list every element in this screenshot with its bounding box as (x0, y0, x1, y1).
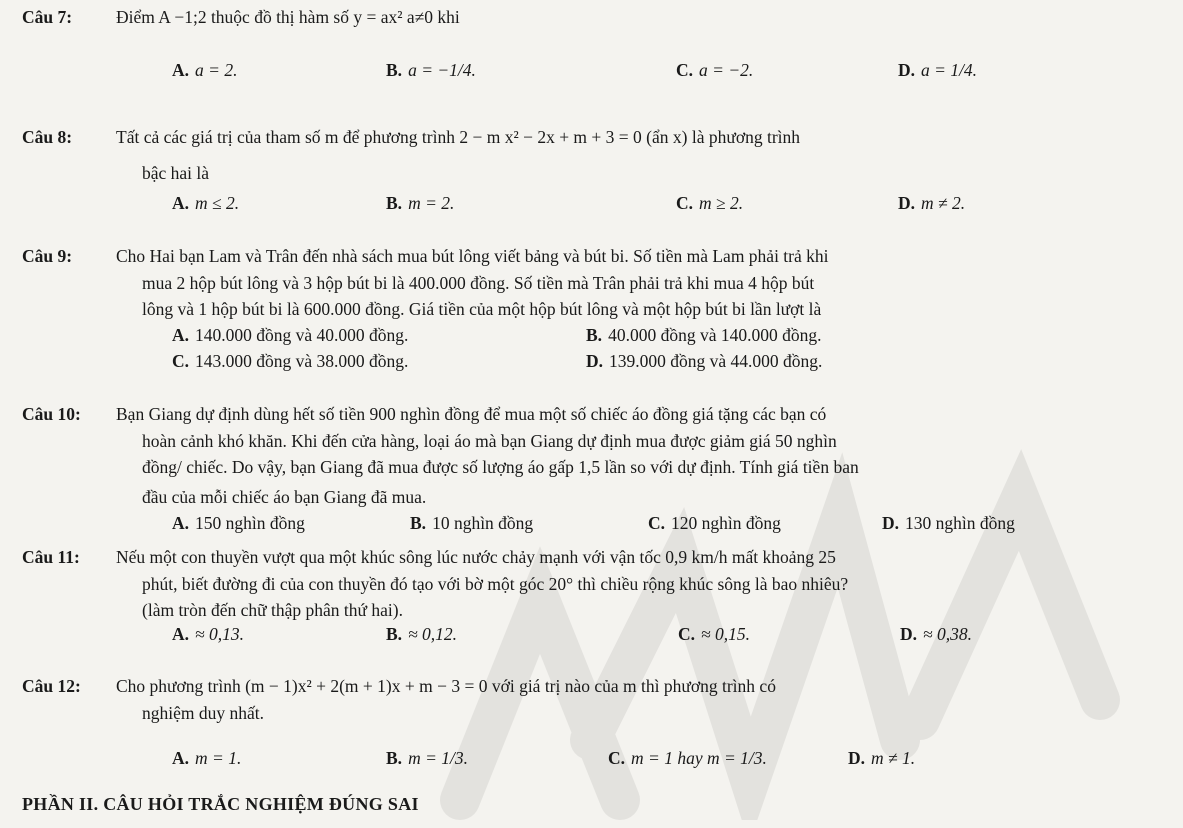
option-a: A. m ≤ 2. (172, 193, 240, 213)
option-d: D. m ≠ 1. (848, 748, 916, 768)
question-12-line-2: nghiệm duy nhất. (142, 703, 264, 723)
option-d: D. 139.000 đồng và 44.000 đồng. (586, 351, 823, 371)
option-a: A. m = 1. (172, 748, 242, 768)
question-10-line-2: hoàn cảnh khó khăn. Khi đến cửa hàng, loại áo mà bạn Giang dự định mua được giảm giá 50 nghìn (142, 431, 837, 451)
options-7 (172, 62, 1169, 80)
question-11-line-3: (làm tròn đến chữ thập phân thứ hai). (142, 600, 403, 620)
question-11-line-2: phút, biết đường đi của con thuyền đó tạo với bờ một góc 20° thì chiều rộng khúc sông là bao nhiêu? (142, 574, 849, 594)
option-c: C. m = 1 hay m = 1/3. (608, 748, 767, 768)
option-b: B. a = −1/4. (386, 60, 476, 80)
option-b: B. ≈ 0,12. (386, 624, 458, 644)
option-c: C. 143.000 đồng và 38.000 đồng. (172, 351, 409, 371)
section-heading: PHẦN II. CÂU HỎI TRẮC NGHIỆM ĐÚNG SAI (22, 794, 419, 814)
question-9-line-3: lông và 1 hộp bút bi là 600.000 đồng. Giá tiền của một hộp bút lông và một hộp bút bi lần lượt là (142, 299, 822, 319)
question-9 (22, 243, 1169, 269)
question-12 (22, 673, 1169, 699)
question-label: Câu 8: (22, 127, 73, 147)
options-10 (172, 515, 1169, 533)
question-11 (22, 544, 1169, 570)
question-9-line-2: mua 2 hộp bút lông và 3 hộp bút bi là 400.000 đồng. Số tiền mà Trân phải trả khi mua 4 hộp bút (142, 273, 815, 293)
question-8 (22, 124, 1169, 150)
question-10-line-3: đồng/ chiếc. Do vậy, bạn Giang đã mua được số lượng áo gấp 1,5 lần so với dự định. Tính giá tiền ban (142, 457, 859, 477)
options-8 (172, 195, 1169, 213)
option-d: D. a = 1/4. (898, 60, 978, 80)
question-label: Câu 12: (22, 676, 81, 696)
question-text: Điểm A −1;2 thuộc đồ thị hàm số y = ax² a≠0 khi (116, 7, 460, 27)
options-12 (172, 750, 1169, 768)
options-11 (172, 626, 1169, 644)
option-c: C. a = −2. (676, 60, 754, 80)
question-text: Nếu một con thuyền vượt qua một khúc sông lúc nước chảy mạnh với vận tốc 0,9 km/h mất khoảng 25 (116, 547, 836, 567)
option-a: A. a = 2. (172, 60, 238, 80)
options-9-row-2 (172, 353, 1169, 371)
question-label: Câu 11: (22, 547, 80, 567)
question-10 (22, 401, 1169, 427)
option-a: A. ≈ 0,13. (172, 624, 244, 644)
question-7 (22, 4, 1169, 30)
question-label: Câu 9: (22, 246, 73, 266)
option-c: C. ≈ 0,15. (678, 624, 750, 644)
option-d: D. ≈ 0,38. (900, 624, 972, 644)
option-b: B. 10 nghìn đồng (410, 513, 534, 533)
option-a: A. 140.000 đồng và 40.000 đồng. (172, 325, 409, 345)
options-9-row-1 (172, 327, 1169, 345)
option-c: C. m ≥ 2. (676, 193, 744, 213)
question-text: Tất cả các giá trị của tham số m để phương trình 2 − m x² − 2x + m + 3 = 0 (ẩn x) là phương trình (116, 127, 801, 147)
option-b: B. 40.000 đồng và 140.000 đồng. (586, 325, 822, 345)
option-b: B. m = 2. (386, 193, 455, 213)
question-text: Cho Hai bạn Lam và Trân đến nhà sách mua bút lông viết bảng và bút bi. Số tiền mà Lam phải trả khi (116, 246, 829, 266)
option-b: B. m = 1/3. (386, 748, 468, 768)
option-c: C. 120 nghìn đồng (648, 513, 781, 533)
question-text: Bạn Giang dự định dùng hết số tiền 900 nghìn đồng để mua một số chiếc áo đồng giá tặng các bạn có (116, 404, 827, 424)
question-text: Cho phương trình (m − 1)x² + 2(m + 1)x + m − 3 = 0 với giá trị nào của m thì phương trình có (116, 676, 776, 696)
question-8-continued: bậc hai là (142, 163, 210, 183)
question-label: Câu 7: (22, 7, 73, 27)
option-a: A. 150 nghìn đồng (172, 513, 305, 533)
question-10-line-4: đầu của mỗi chiếc áo bạn Giang đã mua. (142, 487, 427, 507)
option-d: D. 130 nghìn đồng (882, 513, 1015, 533)
option-d: D. m ≠ 2. (898, 193, 966, 213)
question-label: Câu 10: (22, 404, 81, 424)
